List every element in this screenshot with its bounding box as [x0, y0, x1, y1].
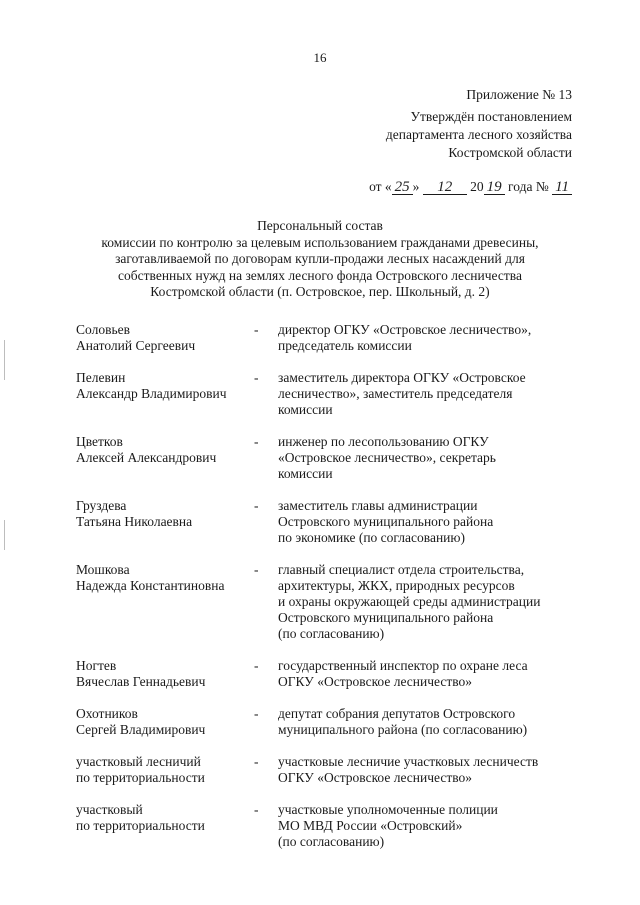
member-role-line: инженер по лесопользованию ОГКУ: [278, 434, 489, 449]
member-separator: -: [254, 802, 259, 817]
member-name-line: Александр Владимирович: [76, 386, 227, 401]
member-role: [278, 370, 576, 418]
member-role-line: МО МВД России «Островский»: [278, 818, 463, 833]
member-separator: -: [254, 498, 259, 513]
member-role-line: депутат собрания депутатов Островского: [278, 706, 516, 721]
member-name: [76, 562, 254, 642]
member-name-line: Охотников: [76, 706, 138, 721]
member-name: [76, 754, 254, 786]
member-name: [76, 658, 254, 690]
title-line: собственных нужд на землях лесного фонда Островского лесничества: [118, 267, 522, 283]
member-row: [76, 434, 576, 482]
member-separator: -: [254, 562, 259, 577]
member-role-line: (по согласованию): [278, 834, 385, 849]
member-row: [76, 706, 576, 738]
member-role-line: председатель комиссии: [278, 338, 412, 353]
member-name-line: по территориальности: [76, 818, 205, 833]
member-row: [76, 562, 576, 642]
member-role: [278, 802, 576, 850]
member-row: [76, 498, 576, 546]
member-name-line: Татьяна Николаевна: [76, 514, 193, 529]
member-role-line: ОГКУ «Островское лесничество»: [278, 770, 473, 785]
member-role-line: (по согласованию): [278, 626, 385, 641]
title-line: комиссии по контролю за целевым использованием гражданами древесины,: [101, 234, 539, 250]
member-row: [76, 322, 576, 354]
member-role: [278, 754, 576, 786]
member-role-line: комиссии: [278, 466, 333, 481]
handwritten-year: 19: [484, 180, 505, 195]
member-name-line: Анатолий Сергеевич: [76, 338, 196, 353]
member-separator: -: [254, 434, 259, 449]
member-separator: -: [254, 658, 259, 673]
title-line: Персональный состав: [257, 218, 383, 233]
date-separator: »: [412, 179, 420, 194]
member-role-line: архитектуры, ЖКХ, природных ресурсов: [278, 578, 515, 593]
member-name-line: участковый лесничий: [76, 754, 201, 769]
member-name-line: Пелевин: [76, 370, 126, 385]
member-name-line: Мошкова: [76, 562, 130, 577]
handwritten-number: 11: [552, 180, 572, 195]
approval-line: департамента лесного хозяйства: [385, 127, 572, 142]
approval-line: Костромской области: [448, 145, 572, 160]
member-role: [278, 498, 576, 546]
member-role-line: заместитель директора ОГКУ «Островское: [278, 370, 526, 385]
member-role-line: участковые уполномоченные полиции: [278, 802, 498, 817]
member-separator: -: [254, 370, 259, 385]
member-name-line: Груздева: [76, 498, 127, 513]
member-name: [76, 498, 254, 546]
member-name: [76, 434, 254, 482]
member-name-line: Сергей Владимирович: [76, 722, 206, 737]
title-line: Костромской области (п. Островское, пер. Школьный, д. 2): [150, 284, 490, 299]
member-name: [76, 370, 254, 418]
member-name: [76, 802, 254, 850]
member-row: [76, 658, 576, 690]
member-name-line: Алексей Александрович: [76, 450, 217, 465]
member-role-line: Островского муниципального района: [278, 514, 494, 529]
approval-line: Утверждён постановлением: [410, 109, 572, 124]
member-role-line: «Островское лесничество», секретарь: [278, 450, 496, 465]
member-name-line: Цветков: [76, 434, 123, 449]
member-name-line: Надежда Константиновна: [76, 578, 225, 593]
member-role-line: по экономике (по согласованию): [278, 530, 465, 545]
member-role: [278, 706, 576, 738]
approval-date-line: [369, 178, 572, 196]
member-row: [76, 802, 576, 850]
member-role-line: комиссии: [278, 402, 333, 417]
member-name: [76, 706, 254, 738]
member-role-line: лесничество», заместитель председателя: [278, 386, 513, 401]
member-role-line: главный специалист отдела строительства,: [278, 562, 525, 577]
member-name-line: по территориальности: [76, 770, 205, 785]
member-role-line: Островского муниципального района: [278, 610, 494, 625]
year-prefix: 20: [470, 179, 484, 194]
date-prefix: от «: [369, 179, 392, 194]
member-role: [278, 322, 576, 354]
handwritten-day: 25: [392, 180, 413, 195]
member-role-line: участковые лесничие участковых лесничеств: [278, 754, 539, 769]
member-name-line: Вячеслав Геннадьевич: [76, 674, 206, 689]
member-row: [76, 370, 576, 418]
handwritten-month: 12: [423, 180, 467, 195]
member-row: [76, 754, 576, 786]
member-role-line: ОГКУ «Островское лесничество»: [278, 674, 473, 689]
annex-label: Приложение № 13: [466, 87, 572, 102]
member-role: [278, 434, 576, 482]
scan-edge-mark: [4, 520, 5, 550]
member-role-line: заместитель главы администрации: [278, 498, 478, 513]
page-number: 16: [313, 50, 327, 65]
member-role-line: государственный инспектор по охране леса: [278, 658, 528, 673]
member-name-line: участковый: [76, 802, 143, 817]
member-separator: -: [254, 706, 259, 721]
title-line: заготавливаемой по договорам купли-продажи лесных насаждений для: [115, 251, 525, 266]
member-separator: -: [254, 754, 259, 769]
year-word: года №: [508, 179, 549, 194]
scan-edge-mark: [4, 340, 5, 380]
document-title: [60, 218, 580, 301]
member-role-line: и охраны окружающей среды администрации: [278, 594, 541, 609]
member-name: [76, 322, 254, 354]
member-name-line: Соловьев: [76, 322, 130, 337]
approval-block: [369, 86, 572, 196]
member-role-line: муниципального района (по согласованию): [278, 722, 528, 737]
member-role-line: директор ОГКУ «Островское лесничество»,: [278, 322, 532, 337]
member-role: [278, 562, 576, 642]
member-role: [278, 658, 576, 690]
members-list: [76, 322, 576, 866]
member-name-line: Ногтев: [76, 658, 117, 673]
member-separator: -: [254, 322, 259, 337]
